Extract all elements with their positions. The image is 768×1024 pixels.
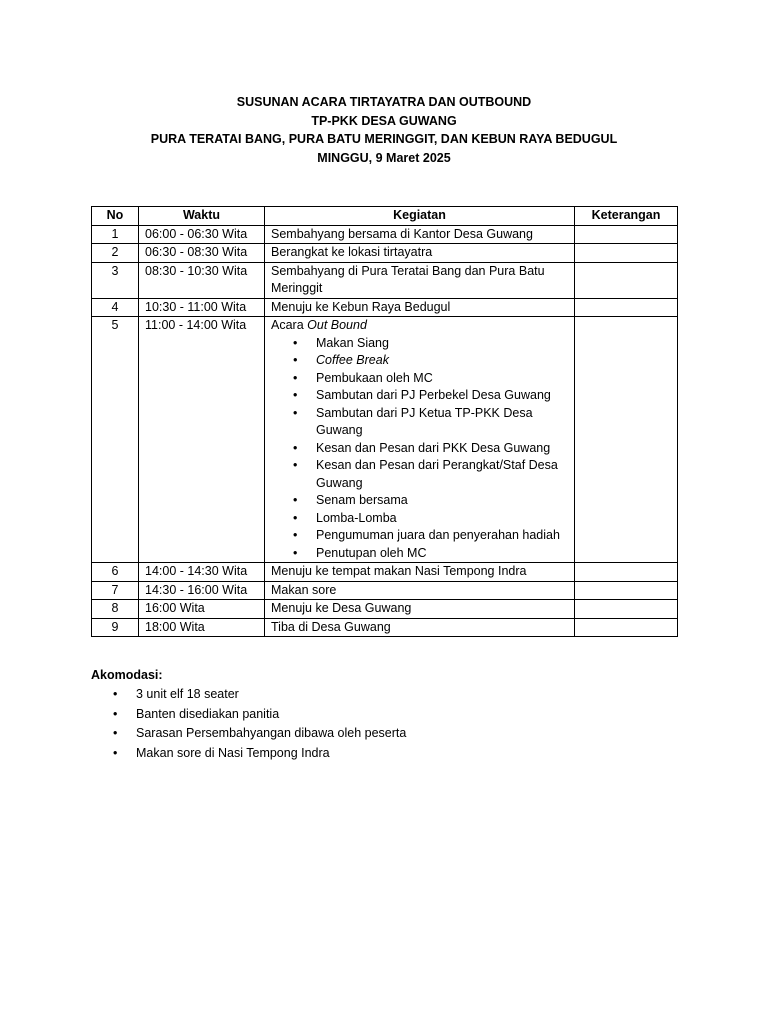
row-no: 6 bbox=[92, 563, 139, 582]
document-title bbox=[0, 93, 768, 167]
header-note: Keterangan bbox=[575, 207, 678, 226]
row-time: 14:30 - 16:00 Wita bbox=[139, 581, 265, 600]
list-item: • Pengumuman juara dan penyerahan hadiah bbox=[271, 527, 568, 545]
row-activity: Makan sore bbox=[265, 581, 575, 600]
header-no: No bbox=[92, 207, 139, 226]
table-row bbox=[92, 581, 678, 600]
row-time: 18:00 Wita bbox=[139, 618, 265, 637]
row-no: 1 bbox=[92, 225, 139, 244]
row-no: 8 bbox=[92, 600, 139, 619]
row-no: 3 bbox=[92, 262, 139, 298]
row-note bbox=[575, 581, 678, 600]
table-row bbox=[92, 317, 678, 563]
row-note bbox=[575, 262, 678, 298]
row-time: 08:30 - 10:30 Wita bbox=[139, 262, 265, 298]
row-no: 5 bbox=[92, 317, 139, 563]
table-row bbox=[92, 600, 678, 619]
list-item: • Sarasan Persembahyangan dibawa oleh peserta bbox=[91, 724, 406, 744]
row-no: 7 bbox=[92, 581, 139, 600]
row-note bbox=[575, 298, 678, 317]
row-activity: Tiba di Desa Guwang bbox=[265, 618, 575, 637]
table-row bbox=[92, 298, 678, 317]
row-note bbox=[575, 600, 678, 619]
row-no: 9 bbox=[92, 618, 139, 637]
row-time: 14:00 - 14:30 Wita bbox=[139, 563, 265, 582]
list-item: • Coffee Break bbox=[271, 352, 568, 370]
schedule-table bbox=[91, 206, 678, 637]
table-row bbox=[92, 618, 678, 637]
akomodasi-list bbox=[91, 685, 406, 763]
row-note bbox=[575, 618, 678, 637]
list-item: • Sambutan dari PJ Perbekel Desa Guwang bbox=[271, 387, 568, 405]
outbound-heading bbox=[271, 317, 568, 335]
row-no: 2 bbox=[92, 244, 139, 263]
list-item: • Penutupan oleh MC bbox=[271, 545, 568, 563]
title-line-3: PURA TERATAI BANG, PURA BATU MERINGGIT, DAN KEBUN RAYA BEDUGUL bbox=[150, 132, 618, 147]
row-time: 16:00 Wita bbox=[139, 600, 265, 619]
title-line-2: TP-PKK DESA GUWANG bbox=[311, 113, 457, 128]
row-time: 11:00 - 14:00 Wita bbox=[139, 317, 265, 563]
table-row bbox=[92, 244, 678, 263]
list-item: • 3 unit elf 18 seater bbox=[91, 685, 406, 705]
row-no: 4 bbox=[92, 298, 139, 317]
title-line-1: SUSUNAN ACARA TIRTAYATRA DAN OUTBOUND bbox=[236, 95, 532, 109]
row-activity bbox=[265, 317, 575, 563]
list-item: • Pembukaan oleh MC bbox=[271, 370, 568, 388]
row-activity: Sembahyang di Pura Teratai Bang dan Pura Batu Meringgit bbox=[265, 262, 575, 298]
row-activity: Menuju ke Kebun Raya Bedugul bbox=[265, 298, 575, 317]
row-note bbox=[575, 317, 678, 563]
row-note bbox=[575, 225, 678, 244]
list-item: • Makan Siang bbox=[271, 335, 568, 353]
row-activity: Menuju ke Desa Guwang bbox=[265, 600, 575, 619]
outbound-list bbox=[271, 335, 568, 563]
row-note bbox=[575, 244, 678, 263]
table-row bbox=[92, 262, 678, 298]
header-activity: Kegiatan bbox=[265, 207, 575, 226]
row-time: 06:30 - 08:30 Wita bbox=[139, 244, 265, 263]
table-row bbox=[92, 225, 678, 244]
akomodasi-section bbox=[91, 666, 406, 763]
list-item: • Senam bersama bbox=[271, 492, 568, 510]
row-activity: Berangkat ke lokasi tirtayatra bbox=[265, 244, 575, 263]
list-item: • Lomba-Lomba bbox=[271, 510, 568, 528]
row-activity: Menuju ke tempat makan Nasi Tempong Indra bbox=[265, 563, 575, 582]
list-item: • Makan sore di Nasi Tempong Indra bbox=[91, 744, 406, 764]
list-item: • Kesan dan Pesan dari Perangkat/Staf Desa Guwang bbox=[271, 457, 568, 492]
row-time: 06:00 - 06:30 Wita bbox=[139, 225, 265, 244]
table-row bbox=[92, 563, 678, 582]
outbound-label: Out Bound bbox=[307, 318, 367, 332]
akomodasi-title: Akomodasi: bbox=[91, 668, 163, 682]
table-header-row bbox=[92, 207, 678, 226]
title-line-4: MINGGU, 9 Maret 2025 bbox=[317, 150, 451, 165]
row-activity: Sembahyang bersama di Kantor Desa Guwang bbox=[265, 225, 575, 244]
list-item: • Kesan dan Pesan dari PKK Desa Guwang bbox=[271, 440, 568, 458]
list-item: • Sambutan dari PJ Ketua TP-PKK Desa Guwang bbox=[271, 405, 568, 440]
outbound-prefix: Acara bbox=[271, 318, 308, 332]
row-note bbox=[575, 563, 678, 582]
header-time: Waktu bbox=[139, 207, 265, 226]
list-item: • Banten disediakan panitia bbox=[91, 705, 406, 725]
row-time: 10:30 - 11:00 Wita bbox=[139, 298, 265, 317]
